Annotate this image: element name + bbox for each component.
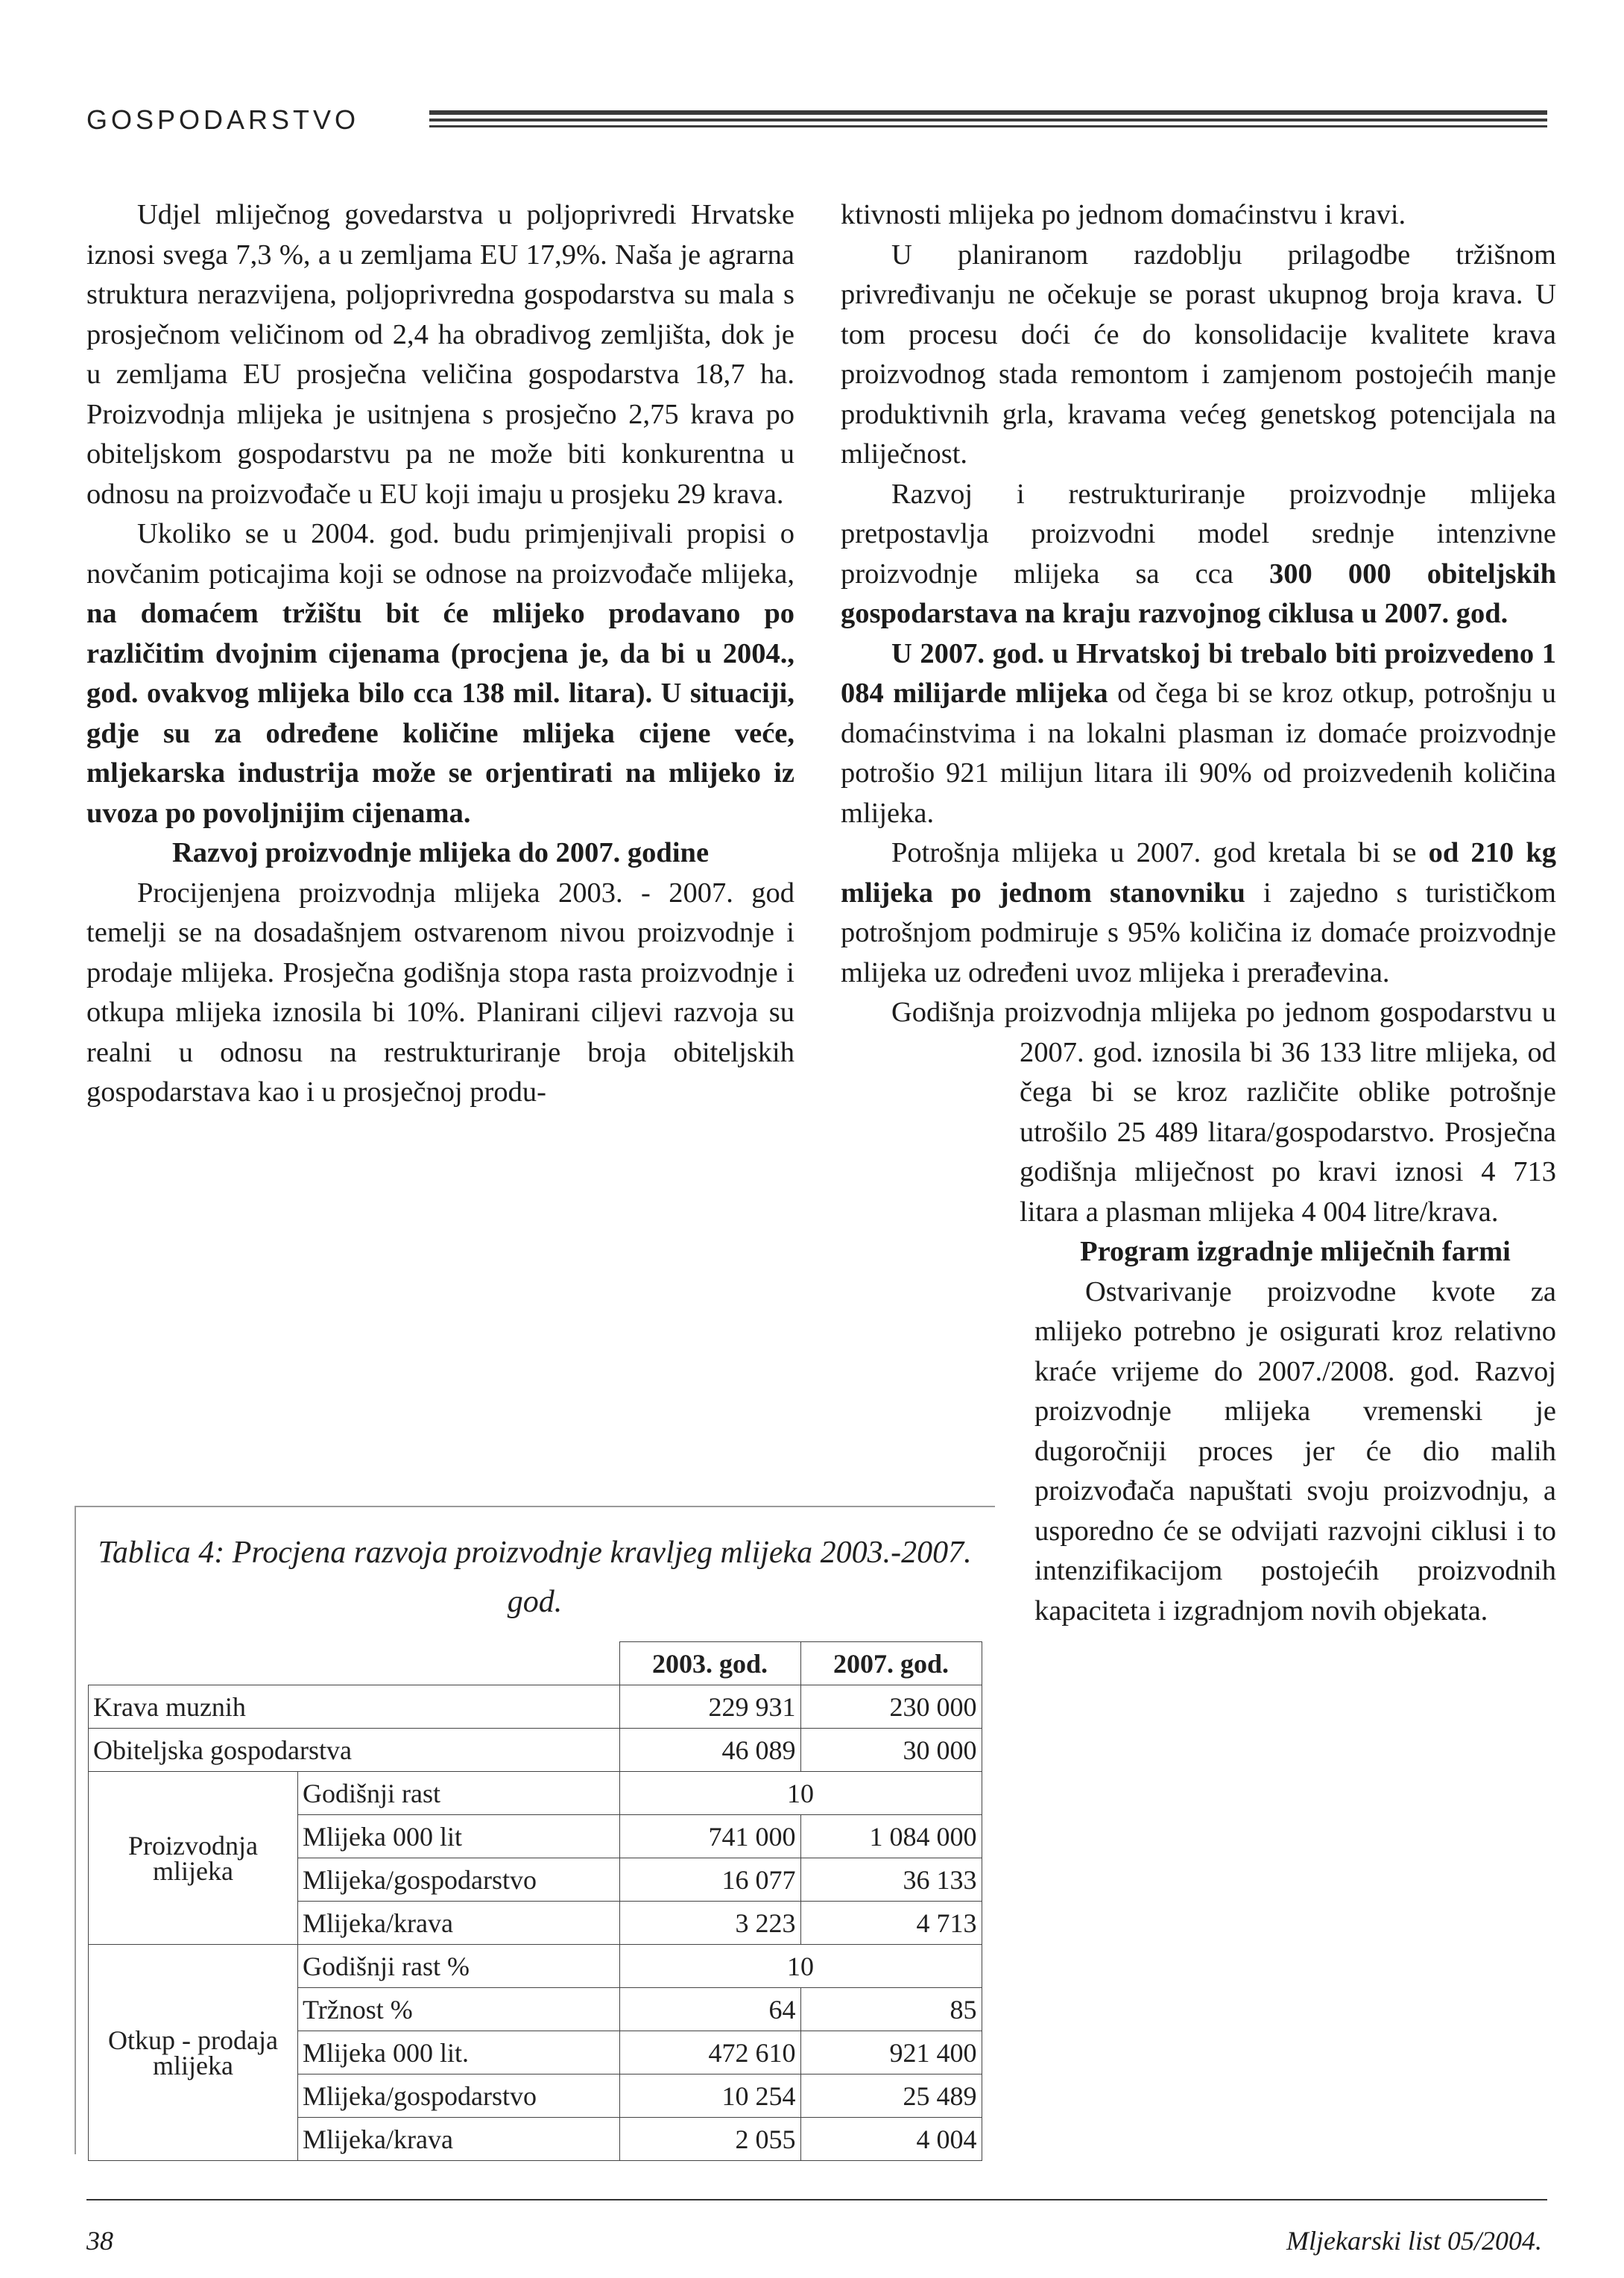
cell: 741 000 xyxy=(619,1815,800,1858)
row-label: Godišnji rast xyxy=(298,1772,620,1815)
bold-text: na domaćem tržištu bit će mlijeko prodavano po različitim dvojnim cijenama (procjena je, da bi u 2004., god. ovakvog mlijeka bilo cca 138 mil. litara). U situaciji, gdje su za određene količine mlijeka cijene veće, mljekarska industrija može se orjentirati na mlijeko iz uvoza po povoljnijim cijenama. xyxy=(86,598,794,829)
bold-text: 300 000 obiteljskih gospodarstava na kraju razvojnog ciklusa u 2007. god. xyxy=(841,558,1556,629)
cell: 229 931 xyxy=(619,1685,800,1729)
bold-text: U 2007. god. u Hrvatskoj bi trebalo biti proizvedeno 1 084 milijarde mlijeka xyxy=(841,637,1556,709)
page-number: 38 xyxy=(86,2226,113,2256)
cell: 2 055 xyxy=(619,2118,800,2161)
table-row xyxy=(89,1729,982,1772)
cell: 472 610 xyxy=(619,2031,800,2075)
row-label: Mlijeka 000 lit. xyxy=(298,2031,620,2075)
cell: 3 223 xyxy=(619,1902,800,1945)
row-label: Krava muznih xyxy=(89,1685,620,1729)
cell: 4 713 xyxy=(800,1902,982,1945)
table-figure xyxy=(75,1506,995,2154)
cell: 36 133 xyxy=(800,1858,982,1902)
cell: 4 004 xyxy=(800,2118,982,2161)
journal-name: Mljekarski list 05/2004. xyxy=(1286,2226,1542,2256)
table-header-row xyxy=(89,1642,982,1685)
paragraph xyxy=(841,833,1556,993)
row-label: Obiteljska gospodarstva xyxy=(89,1729,620,1772)
row-label: Mlijeka/gospodarstvo xyxy=(298,1858,620,1902)
paragraph: Procijenjena proizvodnja mlijeka 2003. - 2007. god temelji se na dosadašnjem ostvarenom nivou proizvodnje i prodaje mlijeka. Prosječna godišnja stopa rasta proizvodnje i otkupa mlijeka iznosila bi 10%. Planirani ciljevi razvoja su realni u odnosu na restrukturiranje broja obiteljskih gospodarstava kao i u prosječnoj produ- xyxy=(86,877,794,1108)
text-span: Potrošnja mlijeka u 2007. god kretala bi se xyxy=(891,837,1429,868)
cell: 64 xyxy=(619,1988,800,2031)
header-2007: 2007. god. xyxy=(800,1642,982,1685)
right-column xyxy=(841,195,1556,1631)
cell: 30 000 xyxy=(800,1729,982,1772)
merged-cell: 10 xyxy=(619,1945,982,1988)
left-column xyxy=(86,195,794,1113)
section-title: GOSPODARSTVO xyxy=(86,104,360,135)
paragraph: U planiranom razdoblju prilagodbe tržišnom privređivanju ne očekuje se porast ukupnog broja krava. U tom procesu doći će do konsolidacije kvalitete krava proizvodnog stada remontom i zamjenom postojećih manje produktivnih grla, kravama većeg genetskog potencijala na mliječnost. xyxy=(841,239,1556,470)
row-label: Godišnji rast % xyxy=(298,1945,620,1988)
text-span: Ukoliko se u 2004. god. budu primjenjivali propisi o novčanim poticajima koji se odnose na proizvođače mlijeka, xyxy=(86,518,794,590)
cell: 16 077 xyxy=(619,1858,800,1902)
cell: 46 089 xyxy=(619,1729,800,1772)
group-label: Proizvodnja mlijeka xyxy=(89,1772,298,1945)
section-heading: Razvoj proizvodnje mlijeka do 2007. godine xyxy=(171,837,710,868)
paragraph xyxy=(86,514,794,833)
table-caption: Tablica 4: Procjena razvoja proizvodnje kravljeg mlijeka 2003.-2007. god. xyxy=(98,1536,972,1619)
cell: 921 400 xyxy=(800,2031,982,2075)
paragraph: Udjel mliječnog govedarstva u poljoprivredi Hrvatske iznosi svega 7,3 %, a u zemljama EU 17,9%. Naša je agrarna struktura nerazvijena, poljoprivredna gospodarstva su mala s prosječnom veličinom od 2,4 ha obradivog zemljišta, dok je u zemljama EU prosječna veličina gospodarstva 18,7 ha. Proizvodnja mlijeka je usitnjena s prosječno 2,75 krava po obiteljskom gospodarstvu pa ne može biti konkurentna u odnosu na proizvođače u EU koji imaju u prosjeku 29 krava. xyxy=(86,199,794,510)
header-rules xyxy=(429,110,1547,131)
row-label: Mlijeka/gospodarstvo xyxy=(298,2075,620,2118)
data-table xyxy=(88,1641,982,2161)
row-label: Mlijeka/krava xyxy=(298,2118,620,2161)
text-span: Razvoj i restrukturiranje proizvodnje mlijeka pretpostavlja proizvodni model srednje intenzivne proizvodnje mlijeka sa cca xyxy=(841,478,1556,590)
text-span: od čega bi se kroz otkup, potrošnju u domaćinstvima i na lokalni plasman iz domaće proizvodnje potrošio 921 milijun litara ili 90% od proizvedenih količina mlijeka. xyxy=(841,678,1556,829)
text-span: i zajedno s turističkom potrošnjom podmiruje s 95% količina iz domaće proizvodnje mlijeka uz određeni uvoz mlijeka i prerađevina. xyxy=(841,877,1557,988)
cell: 85 xyxy=(800,1988,982,2031)
paragraph xyxy=(841,634,1556,834)
row-label: Mlijeka/krava xyxy=(298,1902,620,1945)
table-row xyxy=(89,1772,982,1815)
cell: 230 000 xyxy=(800,1685,982,1729)
header-2003: 2003. god. xyxy=(619,1642,800,1685)
footer-rule xyxy=(86,2199,1547,2200)
paragraph: Godišnja proizvodnja mlijeka po jednom gospodarstvu u 2007. god. iznosila bi 36 133 litre mlijeka, od čega bi se kroz različite oblike potrošnje utrošilo 25 489 litara/gospodarstvo. Prosječna godišnja mliječnost po kravi iznosi 4 713 litara a plasman mlijeka 4 004 litre/krava. xyxy=(891,997,1556,1228)
row-label: Mlijeka 000 lit xyxy=(298,1815,620,1858)
table-row xyxy=(89,1945,982,1988)
paragraph: ktivnosti mlijeka po jednom domaćinstvu i kravi. xyxy=(841,199,1406,230)
cell: 1 084 000 xyxy=(800,1815,982,1858)
section-heading: Program izgradnje mliječnih farmi xyxy=(1080,1236,1511,1267)
row-label: Tržnost % xyxy=(298,1988,620,2031)
group-label: Otkup - prodaja mlijeka xyxy=(89,1945,298,2161)
paragraph xyxy=(841,475,1556,634)
bold-text: od 210 kg mlijeka po jednom stanovniku xyxy=(841,837,1556,909)
table-row xyxy=(89,1685,982,1729)
merged-cell: 10 xyxy=(619,1772,982,1815)
cell: 25 489 xyxy=(800,2075,982,2118)
cell: 10 254 xyxy=(619,2075,800,2118)
page-header xyxy=(86,104,1547,149)
paragraph: Ostvarivanje proizvodne kvote za mlijeko potrebno je osigurati kroz relativno kraće vrijeme do 2007./2008. god. Razvoj proizvodnje mlijeka vremenski je dugoročniji proces jer će dio malih proizvođača napuštati svoju proizvodnju, a usporedno će se odvijati razvojni ciklusi i to intenzifikacijom postojećih proizvodnih kapaciteta i izgradnjom novih objekata. xyxy=(1034,1275,1556,1627)
